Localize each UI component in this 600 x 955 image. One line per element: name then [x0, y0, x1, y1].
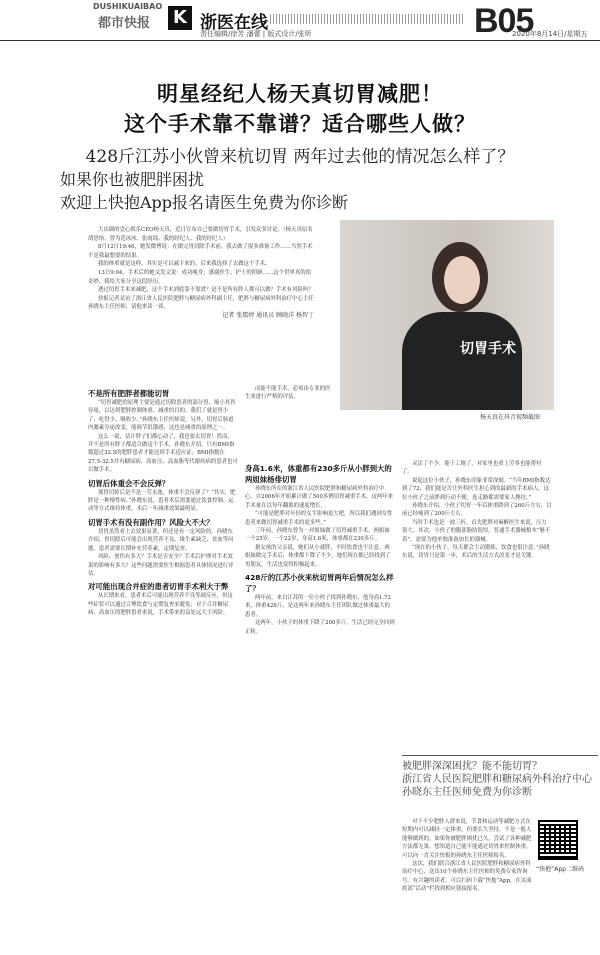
body-paragraph: 孙晓东介绍，小伙子切胃一年后体重降到了260斤左右，目前已经瘦到了200斤左右。 [402, 503, 552, 518]
body-paragraph: 而能不能手术，必须由专业的医生来进行严格的评估。 [245, 386, 331, 401]
logo-zh: 都市快报 [98, 16, 151, 31]
body-paragraph: “可能是肥胖对年轻的女生影响更大吧，所以我们遇到女性患者来做切胃减重手术的更多些。” [245, 511, 393, 526]
photo-overlay-text: 切胃手术 [460, 341, 516, 357]
body-paragraph: 孙晓东所在的浙江省人民医院肥胖和糖尿病外科治疗中心，自2006年开始累计做了500多例切胃减重手术，这两年来手术量在以每年翻番的速度增长。 [245, 486, 393, 509]
subhead: 切胃后体重会不会反弹？ [88, 478, 170, 488]
subhead: 身高1.6米，体重都有230多斤从小胖到大的两姐妹杨俳切胃 [245, 464, 392, 484]
promo-title-line: 浙江省人民医院肥胖和糖尿病外科治疗中心 [402, 774, 592, 785]
promo-title-line: 被肥胖深深困扰？能不能切胃？ [402, 761, 542, 772]
qr-caption: “快抱”App二维码 [536, 866, 584, 873]
section-decor-bar [270, 14, 465, 24]
body-paragraph: 切胃虽然看上去效果显著，但还是有一定风险的。孙晓东介绍，胃切除后可能会出现营养不良，维生素缺乏、贫血等问题，患者需要长期补充营养素，定期复查。 [88, 528, 234, 552]
column-1 [88, 385, 238, 618]
promo-headline-1: 如果你也被肥胖困扰 [60, 170, 205, 189]
promo-paragraph: 这次，我们联合浙江省人民医院肥胖和糖尿病外科治疗中心，送出10个孙晓东主任医师的免费专家咨询号。有兴趣的读者，可以扫码下载“快抱”App，在页面底部“活动”栏找到相应链接报名。 [402, 861, 532, 893]
intro-paragraph: 快报记者采访了浙江省人民医院肥胖与糖尿病外科副主任，肥胖与糖尿病外科治疗中心主任孙晓东主任医师，请他来谈一谈。 [88, 295, 314, 311]
headline-line2: 这个手术靠不靠谱？适合哪些人做？ [124, 112, 476, 136]
body-paragraph: “现在的小伙子，每天都会主动锻炼，饮食也很注意。”孙晓东说，切胃只是第一步，术后的生活方式改变才是关键。 [402, 545, 550, 560]
logo-k-icon: K [168, 6, 192, 30]
promo-box [402, 760, 598, 799]
promo-body [402, 818, 532, 894]
body-paragraph: 说起这位小伙子，孙晓东印象非常深刻。“当年BMI指数达到了72，我们能是否让外科医生担心到的最新的手术病人。这位小伙子之前胖到行动不便，连走路都需要家人搀扶。” [402, 477, 551, 501]
header-rule [0, 40, 600, 41]
promo-headline-2: 欢迎上快抱App报名请医生免费为你诊断 [60, 193, 349, 212]
subhead: 切胃手术有没有副作用？风险大不大？ [88, 517, 214, 527]
qr-code-icon[interactable] [538, 820, 578, 860]
photo-caption: 杨天真在抖音视频截图 [480, 414, 541, 421]
body-paragraph: 风险、创伤有多大？手术是否安全？手术后护理对手术效果的影响有多大？这些问题需要医生根据患者具体情况进行评估。 [88, 554, 234, 577]
column-2 [245, 385, 333, 402]
reporter-credit: 记者 张儒婷 通讯员 顾晓洋 杨智丁 [222, 311, 314, 319]
subhead: 对可能出现合并症的患者切胃手术利大于弊 [88, 582, 229, 592]
masthead [0, 0, 600, 40]
body-paragraph: 这两年，小伙子的体重下降了200多斤，生活已经完全回到正轨。 [245, 620, 395, 635]
body-paragraph: 据女孩的父亲说，她们从小就胖，平时饮食也不注意。两姐妹做完手术后，体重都下降了不少，她们现在都已经找到了男朋友，生活也变得积极起来。 [245, 544, 391, 568]
headline-line1: 明星经纪人杨天真切胃减肥！ [157, 82, 443, 106]
promo-title-line: 孙晓东主任医师免费为你诊断 [402, 787, 532, 798]
intro-paragraph: 8月12日19:46，她发微博说：在做完胃切除手术前，我去做了很多准备工作……当然手术不是我最想要的结果。 [88, 244, 313, 259]
intro-block [88, 226, 314, 321]
column-3 [245, 460, 395, 636]
body-paragraph: 灵活了不少，能干工地了，对家里也重上劳事也能帮衬了。 [402, 461, 542, 476]
page-number: B05 [474, 2, 534, 40]
body-paragraph: 这么一说，估计胖子们都心动了，我也要去切胃！然而，并不是所有胖子都适合做这个手术。孙晓东介绍，只有BMI指数超过32.5的肥胖患者才能达到手术适应证；BMI指数在27.5-32.5并有糖尿病、高血压、高血脂等代谢疾病的患者也可以做手术。 [88, 433, 238, 474]
promo-divider [402, 755, 598, 756]
subhead: 428斤的江苏小伙来杭切胃两年后情况怎么样了？ [245, 573, 394, 594]
logo-en: DUSHIKUAIBAO [93, 2, 163, 11]
news-photo [340, 220, 554, 410]
subhead: 不是所有肥胖者都能切胃 [88, 389, 170, 398]
body-paragraph: 当时手术也是一波三折。首先肥胖对麻醉医生来说，压力很大。其次，小伙子的腹部脂肪很厚，普通手术器械根本“够不着”，需要为他单独准备加长的器械。 [402, 519, 551, 543]
body-paragraph: 两年前，来自江苏的一位小伙子找到孙晓东，他身高1.72米，体重428斤，是这两年来孙晓东主任团队做过体重最大的患者。 [245, 595, 391, 618]
column-4 [402, 460, 552, 561]
promo-paragraph: 对于不少肥胖人群来说，节食和运动等减肥方式在短期内可以减轻一定体重，但要长久坚持，不是一般人能够做到的。如果你被肥胖困扰已久，尝试了各种减肥方法都无果，想知道自己能不能通过切胃来控制体重，可以向一直关注快报的孙晓东主任医师报名。 [402, 819, 532, 859]
intro-paragraph: 13日9:04，手术后的她又发文说：成功瘦身；感谢医生、护士的照顾……这个世界真的很奇妙，我给大家分享这段经历。 [88, 269, 312, 285]
intro-paragraph: 透过切胃手术来减肥，这个手术到底靠不靠谱？是不是所有胖人都可以做？手术有风险吗？ [98, 287, 314, 294]
body-paragraph: 三年前，孙晓东曾为一对姐妹做了切胃减重手术。两姐妹一个25岁，一个22岁，身高1.6米，体重都在230多斤。 [245, 528, 390, 543]
issue-date: 2020年8月14日/星期五 [512, 30, 588, 38]
intro-paragraph: 大出圈的壹心娱乐CEO杨天真，近日宣布自己要做切胃手术，引发众多讨论。（杨天真原名胡思怡，曾为范冰冰、张雨绮、我的经纪人、我的经纪人） [88, 227, 313, 242]
body-paragraph: 从长期来看，患者术后可能出现营养不良等副反应，但这些症状可以通过合理饮食与定期复查来避免；对于合并糖尿病、高血压的肥胖患者来说，手术带来的益处远大于风险。 [88, 593, 233, 617]
intro-paragraph: 我的体重就是这样，其实是可以减下来的。后来我选择了去做这个手术。 [98, 261, 271, 268]
editors-credit: 责任编辑/徐芳 潘蕾 | 版式设计/张昕 [200, 30, 312, 38]
subheadline: 428斤江苏小伙曾来杭切胃 两年过去他的情况怎么样了？ [85, 147, 515, 167]
body-paragraph: “切胃减肥的原理主要是通过切除患者的部分胃，缩小其胃容量，以达到肥胖控制体重、减重的目的。我们了就是胃小了，吃得少、吸收少。”孙晓东主任医师说。另外，切胃后肠道内激素分泌改变，能调节饥饿感，这也是减重的原理之一。 [88, 400, 236, 432]
body-paragraph: 那胃切掉后是不是一劳永逸，体重不会反弹了？“其实，肥胖是一种慢性病。”孙晓东说。患者术后需要通过饮食控制、运动等方式维持体重，术后一年减重效果最明显。 [88, 489, 236, 513]
section-title: 浙医在线 [200, 13, 268, 33]
